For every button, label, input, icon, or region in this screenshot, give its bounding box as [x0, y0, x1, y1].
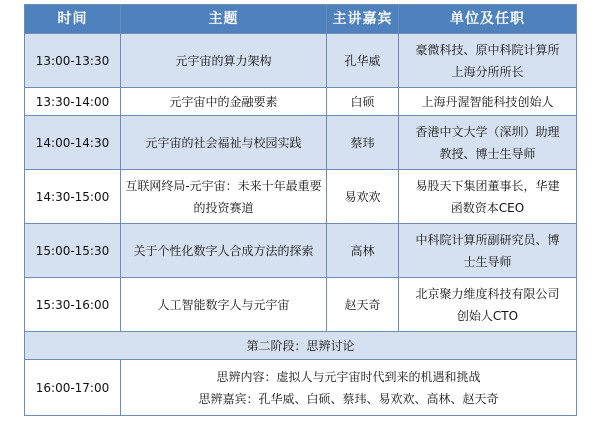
cell-speaker: 孔华威: [327, 34, 399, 88]
table-row: [25, 34, 577, 88]
table-row: [25, 116, 577, 170]
cell-time: 15:30-16:00: [25, 278, 121, 332]
cell-unit: [399, 170, 577, 224]
unit-line: 豪微科技、原中科院计算所: [415, 42, 560, 57]
unit-line: 北京聚力维度科技有限公司: [415, 286, 560, 301]
cell-topic: 元宇宙的社会福祉与校园实践: [121, 116, 327, 170]
cell-topic: 关于个性化数字人合成方法的探索: [121, 224, 327, 278]
header-topic: 主题: [121, 5, 327, 34]
cell-speaker: 易欢欢: [327, 170, 399, 224]
cell-unit: [399, 34, 577, 88]
header-time: 时间: [25, 5, 121, 34]
discussion-guests: 思辨嘉宾：孔华威、白硕、蔡玮、易欢欢、高林、赵天奇: [198, 391, 499, 406]
agenda-table: [24, 4, 577, 416]
unit-line: 士生导师: [463, 254, 512, 269]
cell-unit: [399, 278, 577, 332]
cell-topic: 元宇宙的算力架构: [121, 34, 327, 88]
cell-speaker: 蔡玮: [327, 116, 399, 170]
table-row: [25, 278, 577, 332]
topic-line: 的投资赛道: [193, 200, 254, 215]
cell-time: 13:00-13:30: [25, 34, 121, 88]
cell-topic: [121, 170, 327, 224]
unit-line: 中科院计算所副研究员、博: [415, 232, 560, 247]
cell-unit: [399, 224, 577, 278]
cell-speaker: 白硕: [327, 88, 399, 116]
discussion-content: 思辨内容：虚拟人与元宇宙时代到来的机遇和挑战: [216, 369, 481, 384]
topic-line: 互联网终局-元宇宙：未来十年最重要: [125, 178, 322, 193]
table-row: [25, 88, 577, 116]
cell-time: 14:00-14:30: [25, 116, 121, 170]
unit-line: 创始人CTO: [456, 308, 519, 323]
unit-line: 上海分所所长: [451, 64, 524, 79]
cell-speaker: 赵天奇: [327, 278, 399, 332]
cell-topic: 人工智能数字人与元宇宙: [121, 278, 327, 332]
cell-discussion: [121, 360, 577, 416]
table-header-row: [25, 5, 577, 34]
cell-time: 15:00-15:30: [25, 224, 121, 278]
header-speaker: 主讲嘉宾: [327, 5, 399, 34]
table-row: [25, 224, 577, 278]
cell-unit: [399, 116, 577, 170]
stage-header-row: [25, 332, 577, 360]
unit-line: 教授、博士生导师: [439, 146, 536, 161]
cell-topic: 元宇宙中的金融要素: [121, 88, 327, 116]
stage-title: 第二阶段：思辨讨论: [25, 332, 577, 360]
unit-line: 香港中文大学（深圳）助理: [415, 124, 560, 139]
cell-time: 14:30-15:00: [25, 170, 121, 224]
unit-line: 易股天下集团董事长，华建: [415, 178, 560, 193]
table-row: [25, 360, 577, 416]
cell-speaker: 高林: [327, 224, 399, 278]
table-row: [25, 170, 577, 224]
cell-time: 16:00-17:00: [25, 360, 121, 416]
unit-line: 函数资本CEO: [450, 200, 525, 215]
cell-unit: 上海丹渥智能科技创始人: [399, 88, 577, 116]
cell-time: 13:30-14:00: [25, 88, 121, 116]
header-unit: 单位及任职: [399, 5, 577, 34]
